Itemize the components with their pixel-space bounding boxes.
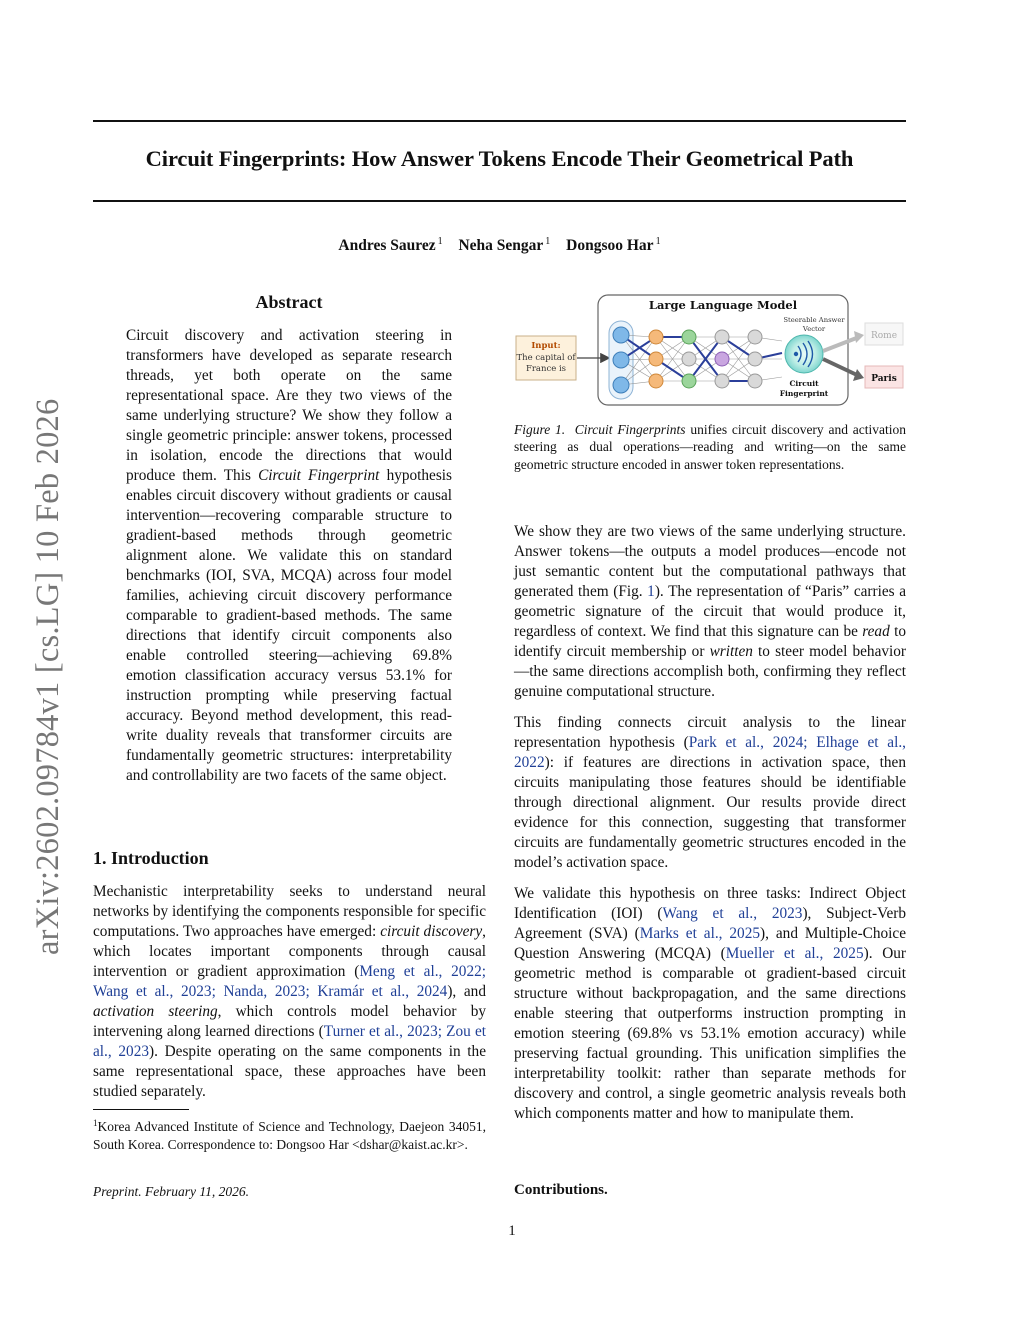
fingerprint-label: Fingerprint <box>779 389 829 398</box>
input-text: The capital of <box>516 353 576 363</box>
arxiv-stamp: arXiv:2602.09784v1 [cs.LG] 10 Feb 2026 <box>30 398 66 955</box>
figure-ref-link[interactable]: 1 <box>647 583 655 600</box>
input-text: France is <box>525 364 567 374</box>
contributions-heading: Contributions. <box>514 1182 608 1198</box>
input-label: Input: <box>531 341 561 351</box>
citation-link[interactable]: Marks et al., 2025 <box>639 925 761 942</box>
llm-title: Large Language Model <box>648 298 798 312</box>
affiliation-footnote: $^1$Korea Advanced Institute of Science and Technology, Daejeon 34051, South Korea. Correspondence to: Dongsoo Har <dshar@kaist.ac.kr>. <box>93 1118 486 1152</box>
citation-link[interactable]: Park et al., 2024; Elhage et al., 2022 <box>514 734 906 771</box>
fingerprint-label: Circuit <box>789 379 819 388</box>
author: Dongsoo Har $^1$ <box>566 236 661 254</box>
section-heading-introduction: 1. Introduction <box>93 848 209 868</box>
citation-link[interactable]: Mueller et al., 2025 <box>725 945 864 962</box>
figure-1-diagram <box>514 293 906 408</box>
vector-label: Steerable Answer <box>783 316 845 324</box>
fingerprint-icon <box>785 335 823 373</box>
citation-link[interactable]: Wang et al., 2023 <box>662 905 803 922</box>
fingerprint-icon <box>794 352 798 356</box>
author: Andres Saurez $^1$ <box>338 236 443 254</box>
author-list <box>93 236 906 255</box>
citation-link[interactable]: Meng et al., 2022; Wang et al., 2023; Nanda, 2023; Kramár et al., 2024 <box>93 963 486 1000</box>
abstract-body: Circuit discovery and activation steering in transformers have developed as separate research threads, yet both operate on the same representational space. Are they two views of the same underlying structure? We show they follow a single geometric principle: answer tokens, processed in isolation, encode the directions that would produce them. This Circuit Fingerprint hypothesis enables circuit discovery without gradients or causal intervention—recovering comparable structure to gradient-based methods through geometric alignment alone. We validate this on standard benchmarks (IOI, SVA, MCQA) across four model families, achieving circuit discovery performance comparable to gradient-based methods. The same directions that identify circuit components also enable controlled steering—achieving 69.8% emotion classification accuracy versus 53.1% for instruction prompting while preserving factual accuracy. Beyond method development, this read-write duality reveals that transformer circuits are fundamentally geometric structures: interpretability and controllability are two facets of the same object. <box>126 327 453 784</box>
paper-title: Circuit Fingerprints: How Answer Tokens Encode Their Geometrical Path <box>145 146 854 171</box>
paragraph: We validate this hypothesis on three tasks: Indirect Object Identification (IOI) (Wang et al., 2023), Subject-Verb Agreement (SVA) (Marks et al., 2025), and Multiple-Choice Question Answering (MCQA) (Mueller et al., 2025). Our geometric method is comparable ot gradient-based circuit structure without backpropagation, and the same directions enable steering that outperforms instruction prompting in emotion steering (69.8% vs 53.1% emotion accuracy) while preserving factual grounding. This unification simplifies the interpretability toolkit: rather than separate methods for discovery and control, a single geometric analysis reveals both which components matter and how to manipulate them. <box>514 885 907 1122</box>
right-column-text <box>514 522 906 1135</box>
title-top-rule <box>93 120 906 122</box>
intro-paragraph: Mechanistic interpretability seeks to understand neural networks by identifying the components responsible for specific computations. Two approaches have emerged: circuit discovery, which locates important components through causal intervention or gradient approximation (Meng et al., 2022; Wang et al., 2023; Nanda, 2023; Kramár et al., 2024), and activation steering, which controls model behavior by intervening along learned directions (Turner et al., 2023; Zou et al., 2023). Despite operating on the same components in the same representational space, these approaches have been studied separately. <box>93 883 486 1100</box>
author: Neha Sengar $^1$ <box>458 236 551 254</box>
abstract-heading: Abstract <box>255 292 323 312</box>
preprint-note: Preprint. February 11, 2026. <box>93 1184 249 1199</box>
citation-link[interactable]: Turner et al., 2023; Zou et al., 2023 <box>93 1023 486 1060</box>
output-paris-label: Paris <box>871 374 897 384</box>
output-rome-label: Rome <box>870 331 898 341</box>
page-number: 1 <box>508 1223 516 1239</box>
figure-1-caption: Figure 1. Circuit Fingerprints unifies circuit discovery and activation steering as dual operations—reading and writing—on the same geometric structure encoded in answer token representations. <box>514 422 906 472</box>
paragraph: We show they are two views of the same underlying structure. Answer tokens—the outputs a model produces—encode not just semantic content but the computational pathways that generated them (Fig. 1). The representation of “Paris” carries a geometric signature of the circuit that would produce it, regardless of context. We find that this signature can be read to identify circuit membership or written to steer model behavior—the same directions accomplish both, confirming they reflect genuine computational structure. <box>514 523 907 700</box>
paragraph: This finding connects circuit analysis to the linear representation hypothesis (Park et al., 2024; Elhage et al., 2022): if features are directions in activation space, then circuits manipulating those features should be identifiable through directional alignment. Our results provide direct evidence for this connection, suggesting that transformer circuits are fundamentally geometric structures encoded in the model’s activation space. <box>514 714 906 871</box>
title-bottom-rule <box>93 200 906 202</box>
footnote-rule <box>93 1109 189 1110</box>
vector-label: Vector <box>802 325 826 333</box>
